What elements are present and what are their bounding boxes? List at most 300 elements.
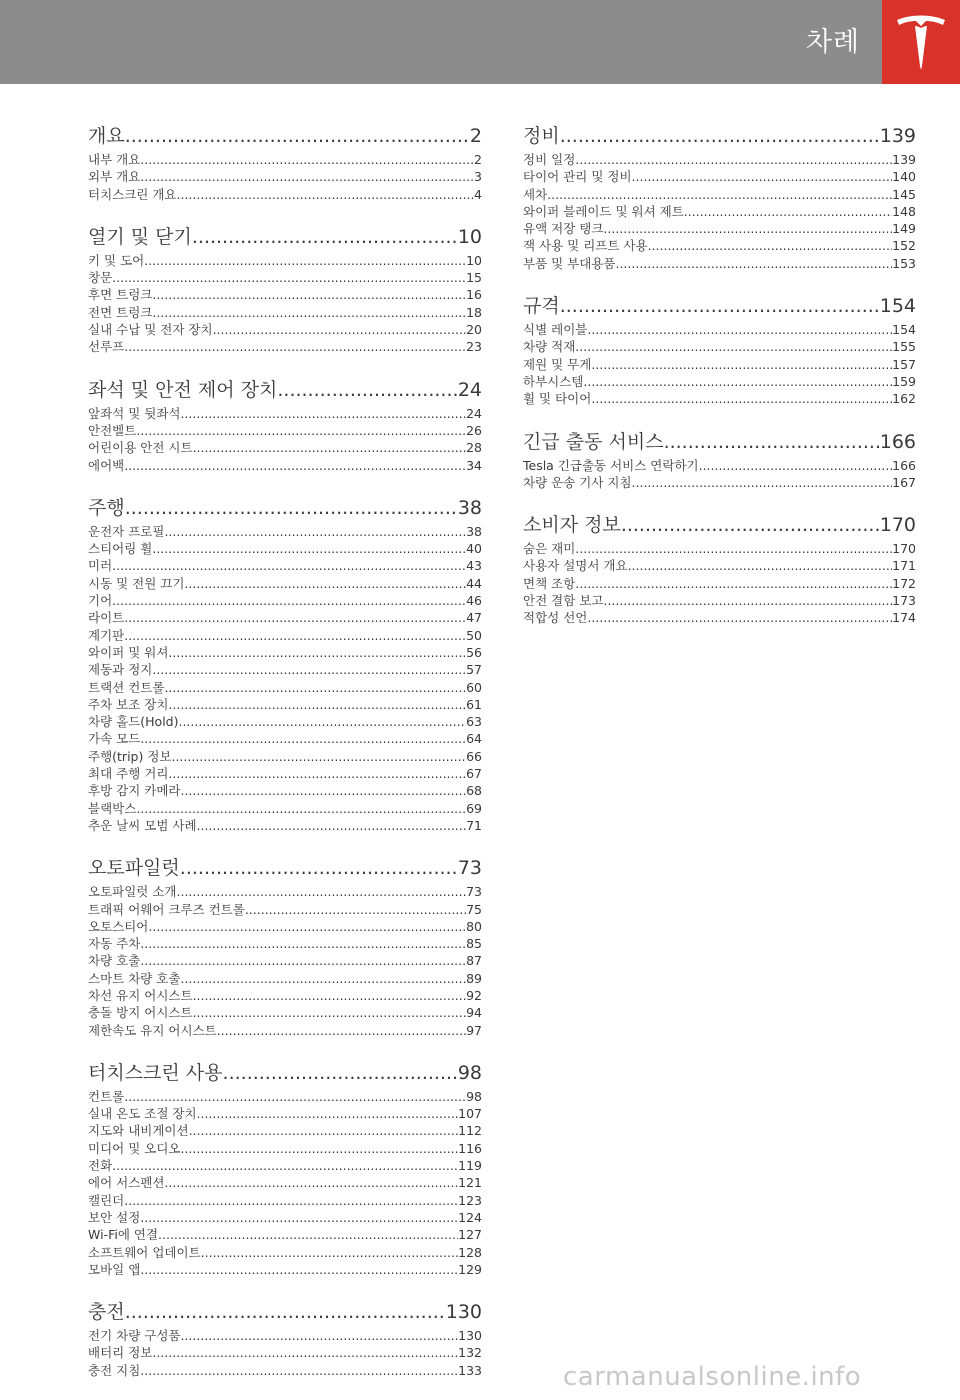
dot-leader <box>603 220 892 237</box>
toc-entry-page: 63 <box>466 714 482 730</box>
toc-entry-title: 라이트 <box>88 610 125 626</box>
toc-entry[interactable] <box>88 1327 482 1344</box>
toc-entry-title: 정비 일정 <box>523 152 576 167</box>
dot-leader <box>193 439 467 456</box>
toc-entry[interactable] <box>88 457 482 474</box>
toc-entry-title: 후면 트렁크 <box>88 287 153 303</box>
dot-leader <box>164 679 466 696</box>
toc-chapter-entry[interactable] <box>88 1060 482 1087</box>
toc-entry[interactable] <box>88 269 482 286</box>
dot-leader <box>575 338 892 355</box>
toc-entry-title: 미디어 및 오디오 <box>88 1140 181 1156</box>
toc-entry[interactable] <box>88 644 482 661</box>
dot-leader <box>125 495 458 522</box>
toc-entry-title: 제원 및 무게 <box>523 356 592 372</box>
dot-leader <box>684 203 892 220</box>
toc-entry-page: 16 <box>466 287 482 303</box>
toc-entry-page: 167 <box>892 474 916 490</box>
dot-leader <box>192 224 458 251</box>
toc-entry-title: 충돌 방지 어시스트 <box>88 1005 193 1021</box>
toc-entry[interactable] <box>88 1344 482 1361</box>
toc-entry-title: 사용자 설명서 개요 <box>523 558 628 574</box>
dot-leader <box>152 1344 458 1361</box>
dot-leader <box>112 557 466 574</box>
dot-leader <box>277 377 457 404</box>
toc-entry[interactable] <box>523 592 916 609</box>
toc-entry[interactable] <box>88 1261 482 1278</box>
dot-leader <box>575 540 892 557</box>
toc-entry-page: 73 <box>457 857 482 880</box>
toc-entry-page: 166 <box>892 457 916 473</box>
toc-entry-title: 규격 <box>523 295 560 318</box>
toc-entry-page: 121 <box>458 1175 482 1191</box>
dot-leader <box>197 1105 459 1122</box>
toc-section <box>523 512 916 626</box>
toc-entry-title: 차선 유지 어시스트 <box>88 987 193 1003</box>
dot-leader <box>152 304 466 321</box>
dot-leader <box>124 1088 466 1105</box>
dot-leader <box>180 855 458 882</box>
dot-leader <box>560 123 880 150</box>
toc-section <box>523 293 916 407</box>
toc-entry-title: 차량 적재 <box>523 339 576 355</box>
toc-entry-page: 140 <box>892 169 916 185</box>
dot-leader <box>124 338 466 355</box>
toc-entry[interactable] <box>88 679 482 696</box>
dot-leader <box>152 286 466 303</box>
toc-entry-page: 43 <box>466 558 482 574</box>
toc-entry-title: 미러 <box>88 558 113 574</box>
toc-entry[interactable] <box>88 748 482 765</box>
dot-leader <box>140 168 474 185</box>
dot-leader <box>180 782 466 799</box>
toc-section <box>88 1299 482 1379</box>
dot-leader <box>628 557 893 574</box>
toc-entry-page: 56 <box>466 644 482 660</box>
toc-entry[interactable] <box>88 935 482 952</box>
toc-entry-page: 145 <box>892 186 916 202</box>
toc-entry-title: 주차 보조 장치 <box>88 696 169 712</box>
toc-entry-page: 40 <box>466 541 482 557</box>
toc-entry-page: 10 <box>466 252 482 268</box>
toc-entry-title: 앞좌석 및 뒷좌석 <box>88 405 181 421</box>
toc-entry-title: 후방 감지 카메라 <box>88 783 181 799</box>
toc-entry-title: 숨은 재미 <box>523 541 576 557</box>
dot-leader <box>587 609 892 626</box>
toc-entry-page: 24 <box>457 378 482 401</box>
toc-column-right <box>523 123 916 648</box>
toc-entry[interactable] <box>88 338 482 355</box>
toc-entry-title: 자동 주차 <box>88 936 141 952</box>
toc-entry[interactable] <box>523 457 916 474</box>
toc-entry[interactable] <box>523 186 916 203</box>
toc-entry-page: 18 <box>466 304 482 320</box>
toc-entry-page: 87 <box>466 953 482 969</box>
toc-entry[interactable] <box>88 405 482 422</box>
dot-leader <box>177 883 467 900</box>
toc-entry-page: 107 <box>458 1106 482 1122</box>
toc-entry[interactable] <box>88 304 482 321</box>
toc-entry[interactable] <box>88 713 482 730</box>
toc-entry[interactable] <box>88 918 482 935</box>
toc-entry[interactable] <box>523 356 916 373</box>
dot-leader <box>136 422 466 439</box>
toc-entry[interactable] <box>88 609 482 626</box>
toc-entry-title: 전기 차량 구성품 <box>88 1328 181 1344</box>
toc-entry[interactable] <box>523 575 916 592</box>
toc-entry-page: 155 <box>892 339 916 355</box>
dot-leader <box>245 901 466 918</box>
toc-entry[interactable] <box>88 321 482 338</box>
toc-entry-title: 하부시스템 <box>523 373 584 389</box>
dot-leader <box>168 765 466 782</box>
toc-entry[interactable] <box>88 1244 482 1261</box>
dot-leader <box>615 255 892 272</box>
toc-chapter-entry[interactable] <box>523 123 916 150</box>
toc-entry-title: 적합성 선언 <box>523 610 588 626</box>
dot-leader <box>152 540 466 557</box>
toc-entry[interactable] <box>523 474 916 491</box>
dot-leader <box>664 429 880 456</box>
toc-entry-page: 80 <box>466 918 482 934</box>
toc-entry[interactable] <box>88 1362 482 1379</box>
toc-entry-title: 와이퍼 블레이드 및 워셔 제트 <box>523 203 684 219</box>
toc-entry-page: 172 <box>892 575 916 591</box>
toc-entry-title: 개요 <box>88 125 125 147</box>
toc-entry[interactable] <box>88 1209 482 1226</box>
toc-entry-title: 터치스크린 사용 <box>88 1061 223 1084</box>
toc-entry-page: 94 <box>466 1005 482 1021</box>
toc-chapter-entry[interactable] <box>88 855 482 882</box>
dot-leader <box>112 269 466 286</box>
toc-entry-page: 50 <box>466 627 482 643</box>
dot-leader <box>213 321 467 338</box>
toc-entry[interactable] <box>88 592 482 609</box>
toc-entry-page: 130 <box>445 1301 482 1324</box>
toc-entry[interactable] <box>523 609 916 626</box>
toc-entry[interactable] <box>88 1105 482 1122</box>
toc-entry[interactable] <box>88 782 482 799</box>
dot-leader <box>648 237 893 254</box>
toc-entry-title: 주행(trip) 정보 <box>88 748 172 764</box>
toc-entry-title: 컨트롤 <box>88 1088 125 1104</box>
dot-leader <box>164 523 466 540</box>
toc-chapter-entry[interactable] <box>523 512 916 539</box>
dot-leader <box>591 390 892 407</box>
toc-entry-title: 와이퍼 및 워셔 <box>88 644 169 660</box>
toc-entry[interactable] <box>88 186 482 203</box>
dot-leader <box>184 575 466 592</box>
dot-leader <box>140 1209 458 1226</box>
dot-leader <box>168 644 466 661</box>
toc-entry-title: 보안 설정 <box>88 1209 141 1225</box>
dot-leader <box>144 252 466 269</box>
dot-leader <box>591 356 892 373</box>
toc-entry[interactable] <box>523 557 916 574</box>
toc-entry[interactable] <box>523 220 916 237</box>
dot-leader <box>621 512 880 539</box>
toc-entry-title: 지도와 내비게이션 <box>88 1123 189 1139</box>
toc-entry[interactable] <box>523 540 916 557</box>
dot-leader <box>699 457 893 474</box>
toc-entry-page: 130 <box>458 1328 482 1344</box>
toc-entry-title: 내부 개요 <box>88 152 141 167</box>
toc-entry-title: 최대 주행 거리 <box>88 766 169 782</box>
toc-entry-page: 61 <box>466 696 482 712</box>
toc-entry[interactable] <box>88 151 482 168</box>
toc-entry-title: 스마트 차량 호출 <box>88 970 181 986</box>
dot-leader <box>547 186 892 203</box>
dot-leader <box>180 405 466 422</box>
toc-entry[interactable] <box>88 557 482 574</box>
dot-leader <box>583 373 892 390</box>
toc-entry[interactable] <box>88 696 482 713</box>
toc-entry-page: 68 <box>466 783 482 799</box>
toc-entry-title: 차량 운송 기사 지침 <box>523 474 632 490</box>
toc-entry-page: 66 <box>466 748 482 764</box>
toc-entry[interactable] <box>88 252 482 269</box>
toc-entry[interactable] <box>523 390 916 407</box>
toc-entry-page: 162 <box>892 391 916 407</box>
toc-entry-title: 키 및 도어 <box>88 252 145 268</box>
tesla-logo-icon <box>893 14 949 72</box>
toc-entry-page: 129 <box>458 1261 482 1277</box>
toc-entry-title: 잭 사용 및 리프트 사용 <box>523 238 648 254</box>
toc-entry[interactable] <box>523 338 916 355</box>
toc-section <box>88 855 482 1039</box>
toc-entry-page: 123 <box>458 1192 482 1208</box>
toc-section <box>88 495 482 834</box>
toc-entry-page: 10 <box>457 225 482 248</box>
toc-entry-page: 28 <box>466 440 482 456</box>
toc-entry-page: 139 <box>892 152 916 167</box>
toc-entry[interactable] <box>88 800 482 817</box>
dot-leader <box>136 800 466 817</box>
toc-entry-title: 안전벨트 <box>88 422 137 438</box>
watermark-text: carmanualsonline.info <box>563 1362 862 1392</box>
toc-entry[interactable] <box>88 730 482 747</box>
toc-entry-title: 정비 <box>523 125 560 147</box>
toc-entry[interactable] <box>88 1122 482 1139</box>
toc-entry[interactable] <box>88 987 482 1004</box>
toc-entry-title: 충전 지침 <box>88 1362 141 1378</box>
toc-entry[interactable] <box>88 1022 482 1039</box>
toc-entry-page: 124 <box>458 1209 482 1225</box>
dot-leader <box>125 1299 446 1326</box>
toc-entry-title: 소비자 정보 <box>523 514 621 537</box>
dot-leader <box>180 1140 458 1157</box>
dot-leader <box>603 592 892 609</box>
toc-entry-title: 휠 및 타이어 <box>523 391 592 407</box>
toc-entry-page: 148 <box>892 203 916 219</box>
toc-entry-page: 73 <box>466 884 482 900</box>
dot-leader <box>575 151 892 168</box>
toc-entry-title: 시동 및 전원 끄기 <box>88 575 185 591</box>
toc-entry-title: 기어 <box>88 593 113 609</box>
dot-leader <box>560 293 880 320</box>
toc-entry-page: 112 <box>458 1123 482 1139</box>
toc-entry-page: 89 <box>466 970 482 986</box>
toc-entry-page: 20 <box>466 322 482 338</box>
toc-entry-title: 에어백 <box>88 457 125 473</box>
toc-chapter-entry[interactable] <box>88 495 482 522</box>
toc-entry-page: 71 <box>466 817 482 833</box>
toc-entry-title: 트래픽 어웨어 크루즈 컨트롤 <box>88 901 245 917</box>
dot-leader <box>148 918 466 935</box>
toc-entry-page: 133 <box>458 1362 482 1378</box>
toc-entry[interactable] <box>88 970 482 987</box>
toc-entry[interactable] <box>523 373 916 390</box>
toc-entry[interactable] <box>88 627 482 644</box>
toc-entry[interactable] <box>88 817 482 834</box>
toc-chapter-entry[interactable] <box>88 123 482 150</box>
toc-entry-page: 152 <box>892 238 916 254</box>
toc-entry-page: 92 <box>466 987 482 1003</box>
toc-entry[interactable] <box>88 439 482 456</box>
toc-entry-page: 44 <box>466 575 482 591</box>
toc-chapter-entry[interactable] <box>523 293 916 320</box>
dot-leader <box>124 1192 458 1209</box>
toc-entry-page: 127 <box>458 1227 482 1243</box>
toc-entry-page: 69 <box>466 800 482 816</box>
toc-entry-title: 면책 조항 <box>523 575 576 591</box>
toc-entry[interactable] <box>523 321 916 338</box>
dot-leader <box>112 592 466 609</box>
toc-entry-page: 60 <box>466 679 482 695</box>
toc-entry-page: 75 <box>466 901 482 917</box>
toc-entry[interactable] <box>88 1140 482 1157</box>
toc-entry-title: Tesla 긴급출동 서비스 연락하기 <box>523 457 699 473</box>
dot-leader <box>587 321 892 338</box>
toc-entry-title: 전화 <box>88 1158 113 1174</box>
dot-leader <box>575 575 892 592</box>
dot-leader <box>171 748 466 765</box>
toc-entry-title: 제한속도 유지 어시스트 <box>88 1022 217 1038</box>
dot-leader <box>140 952 466 969</box>
toc-entry-page: 171 <box>892 558 916 574</box>
toc-entry[interactable] <box>88 1157 482 1174</box>
toc-entry[interactable] <box>88 765 482 782</box>
toc-entry[interactable] <box>88 1226 482 1243</box>
toc-entry-page: 47 <box>466 610 482 626</box>
toc-column-left <box>88 123 482 1400</box>
toc-entry-title: 실내 수납 및 전자 장치 <box>88 322 213 338</box>
toc-entry[interactable] <box>88 901 482 918</box>
toc-entry-title: 에어 서스펜션 <box>88 1175 165 1191</box>
toc-entry[interactable] <box>88 168 482 185</box>
toc-entry-page: 4 <box>474 186 482 202</box>
dot-leader <box>180 970 466 987</box>
dot-leader <box>140 151 474 168</box>
toc-entry-page: 24 <box>466 405 482 421</box>
toc-entry-title: 실내 온도 조절 장치 <box>88 1106 197 1122</box>
toc-entry[interactable] <box>88 422 482 439</box>
toc-entry[interactable] <box>88 1088 482 1105</box>
toc-section <box>88 377 482 474</box>
toc-entry-page: 57 <box>466 662 482 678</box>
dot-leader <box>193 1004 467 1021</box>
toc-entry-title: 열기 및 닫기 <box>88 225 192 248</box>
toc-entry[interactable] <box>88 661 482 678</box>
toc-entry[interactable] <box>88 286 482 303</box>
dot-leader <box>124 627 466 644</box>
toc-entry[interactable] <box>88 952 482 969</box>
toc-entry-page: 139 <box>879 125 916 147</box>
toc-entry[interactable] <box>88 883 482 900</box>
toc-entry-title: 차량 호출 <box>88 953 141 969</box>
toc-entry-page: 38 <box>457 496 482 519</box>
toc-entry-title: 배터리 정보 <box>88 1345 153 1361</box>
dot-leader <box>178 713 466 730</box>
toc-entry-page: 67 <box>466 766 482 782</box>
toc-chapter-entry[interactable] <box>88 377 482 404</box>
toc-entry-title: 부품 및 부대용품 <box>523 255 616 271</box>
brand-logo-box <box>882 0 960 84</box>
dot-leader <box>632 474 893 491</box>
toc-entry-page: 2 <box>469 125 482 147</box>
dot-leader <box>140 1362 458 1379</box>
toc-entry[interactable] <box>88 523 482 540</box>
toc-entry-title: 어린이용 안전 시트 <box>88 440 193 456</box>
toc-entry[interactable] <box>523 237 916 254</box>
toc-entry-title: 식별 레이블 <box>523 322 588 338</box>
toc-entry-title: 계기판 <box>88 627 125 643</box>
toc-entry-title: 세차 <box>523 186 548 202</box>
toc-entry[interactable] <box>88 1004 482 1021</box>
toc-entry-page: 98 <box>466 1088 482 1104</box>
toc-entry-page: 149 <box>892 221 916 237</box>
toc-entry-title: 모바일 앱 <box>88 1261 141 1277</box>
toc-entry[interactable] <box>88 1192 482 1209</box>
dot-leader <box>201 1244 458 1261</box>
toc-entry-page: 132 <box>458 1345 482 1361</box>
dot-leader <box>177 186 475 203</box>
toc-entry[interactable] <box>523 151 916 168</box>
dot-leader <box>158 1226 458 1243</box>
toc-entry-page: 170 <box>879 514 916 537</box>
toc-section <box>523 429 916 492</box>
toc-entry[interactable] <box>88 1174 482 1191</box>
toc-entry[interactable] <box>88 540 482 557</box>
toc-entry[interactable] <box>523 168 916 185</box>
dot-leader <box>112 1157 458 1174</box>
dot-leader <box>189 1122 459 1139</box>
dot-leader <box>632 168 893 185</box>
toc-entry-title: 좌석 및 안전 제어 장치 <box>88 378 278 401</box>
toc-chapter-entry[interactable] <box>88 224 482 251</box>
toc-entry[interactable] <box>88 575 482 592</box>
toc-entry-title: 운전자 프로필 <box>88 523 165 539</box>
dot-leader <box>140 730 466 747</box>
toc-entry-title: 선루프 <box>88 339 125 355</box>
toc-entry-title: 터치스크린 개요 <box>88 186 177 202</box>
toc-entry-title: 안전 결함 보고 <box>523 593 604 609</box>
toc-entry-title: 긴급 출동 서비스 <box>523 430 664 453</box>
toc-entry-page: 174 <box>892 610 916 626</box>
toc-entry-page: 46 <box>466 593 482 609</box>
dot-leader <box>180 1327 458 1344</box>
toc-entry-title: 주행 <box>88 496 125 519</box>
dot-leader <box>152 661 466 678</box>
toc-entry[interactable] <box>523 255 916 272</box>
toc-entry-title: 제동과 정지 <box>88 662 153 678</box>
dot-leader <box>168 696 466 713</box>
dot-leader <box>197 817 467 834</box>
toc-chapter-entry[interactable] <box>523 429 916 456</box>
toc-chapter-entry[interactable] <box>88 1299 482 1326</box>
dot-leader <box>223 1060 458 1087</box>
toc-entry[interactable] <box>523 203 916 220</box>
